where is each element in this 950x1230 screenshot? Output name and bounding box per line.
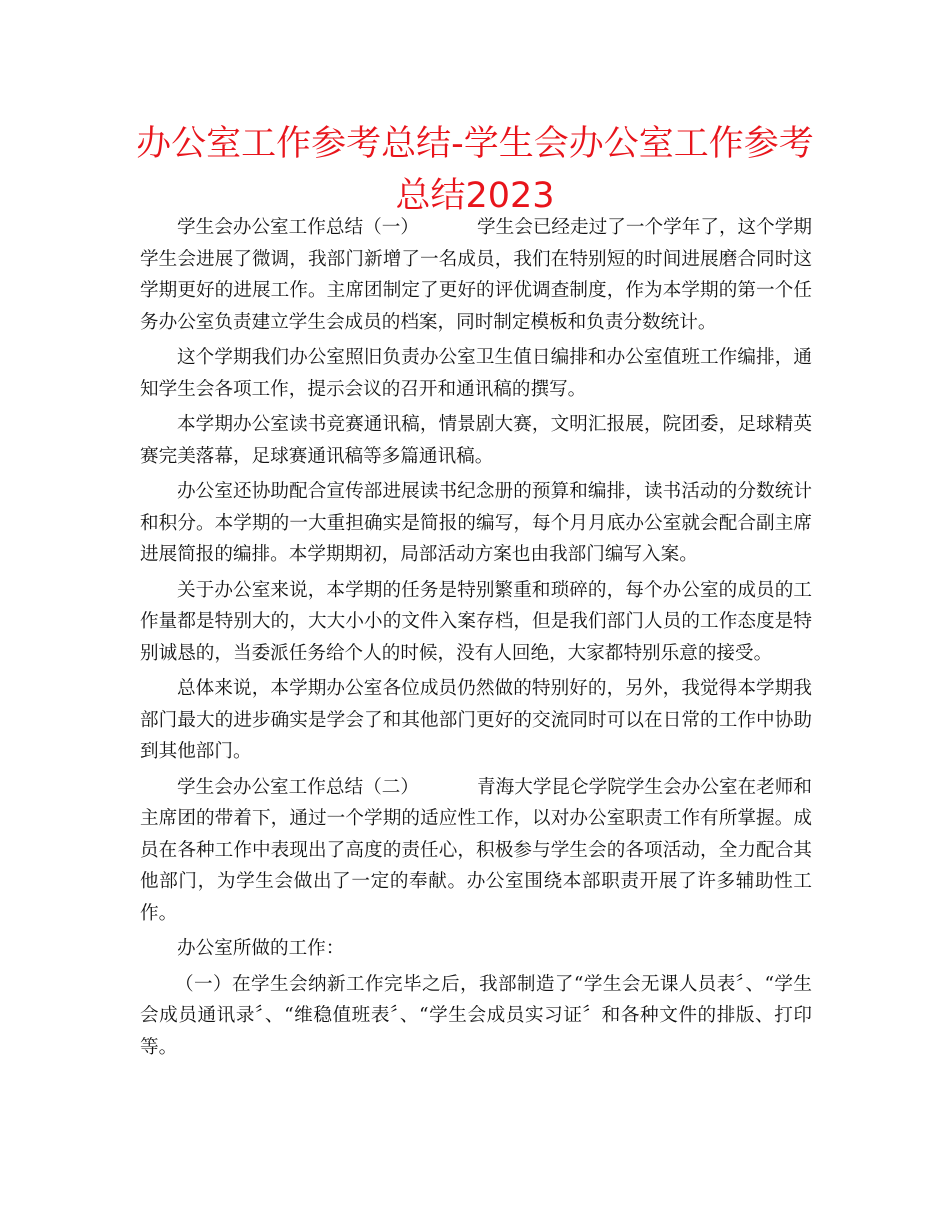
paragraph bbox=[140, 212, 812, 338]
section-heading: 学生会办公室工作总结（二） bbox=[177, 776, 419, 798]
paragraph bbox=[140, 969, 812, 1064]
paragraph bbox=[140, 575, 812, 670]
paragraph-text: 学生会已经走过了一个学年了，这个学期学生会进展了微调，我部门新增了一名成员，我们在特别短的时间进展磨合同时这学期更好的进展工作。主席团制定了更好的评优调查制度，作为本学期的第一个任务办公室负责建立学生会成员的档案，同时制定模板和负责分数统计。 bbox=[140, 217, 812, 333]
paragraph-text: 办公室所做的工作： bbox=[177, 938, 345, 959]
paragraph-text: 青海大学昆仑学院学生会办公室在老师和主席团的带着下，通过一个学期的适应性工作，以对办公室职责工作有所掌握。成员在各种工作中表现出了高度的责任心，积极参与学生会的各项活动，全力配合其他部门，为学生会做出了一定的奉献。办公室围绕本部职责开展了许多辅助性工作。 bbox=[140, 776, 812, 924]
paragraph-text: （一）在学生会纳新工作完毕之后，我部制造了“学生会无课人员表〞、“学生会成员通讯录〞、“维稳值班表〞、“学生会成员实习证〞和各种文件的排版、打印等。 bbox=[140, 973, 812, 1058]
paragraph bbox=[140, 342, 812, 405]
paragraph bbox=[140, 772, 812, 930]
paragraph bbox=[140, 409, 812, 472]
document-title: 办公室工作参考总结-学生会办公室工作参考总结2023 bbox=[136, 124, 814, 216]
paragraph bbox=[140, 476, 812, 571]
paragraph-text: 总体来说，本学期办公室各位成员仍然做的特别好的，另外，我觉得本学期我部门最大的进步确实是学会了和其他部门更好的交流同时可以在日常的工作中协助到其他部门。 bbox=[140, 678, 812, 762]
section-heading: 学生会办公室工作总结（一） bbox=[177, 217, 419, 238]
paragraph-text: 关于办公室来说，本学期的任务是特别繁重和琐碎的，每个办公室的成员的工作量都是特别大的，大大小小的文件入案存档，但是我们部门人员的工作态度是特别诚恳的，当委派任务给个人的时候，没有人回绝，大家都特别乐意的接受。 bbox=[140, 579, 812, 664]
paragraph-text: 办公室还协助配合宣传部进展读书纪念册的预算和编排，读书活动的分数统计和积分。本学期的一大重担确实是简报的编写，每个月月底办公室就会配合副主席进展简报的编排。本学期期初，局部活动方案也由我部门编写入案。 bbox=[140, 481, 812, 565]
paragraph-text: 本学期办公室读书竞赛通讯稿，情景剧大赛，文明汇报展，院团委，足球精英赛完美落幕，足球赛通讯稿等多篇通讯稿。 bbox=[140, 414, 812, 467]
paragraph bbox=[140, 933, 812, 965]
paragraph-text: 这个学期我们办公室照旧负责办公室卫生值日编排和办公室值班工作编排，通知学生会各项工作，提示会议的召开和通讯稿的撰写。 bbox=[140, 347, 812, 400]
document-body bbox=[140, 212, 812, 1067]
paragraph bbox=[140, 673, 812, 768]
